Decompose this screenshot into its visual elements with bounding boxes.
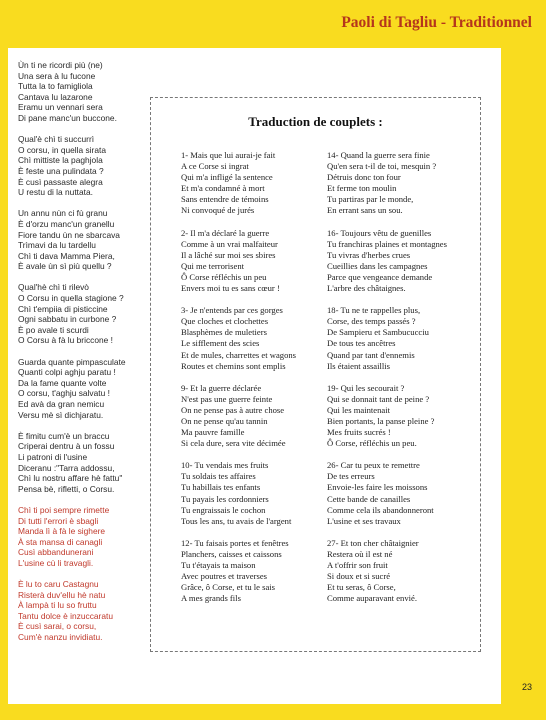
couplet-line: Qui les maintenait bbox=[327, 404, 391, 415]
poem-line: Chì t'empiia di pisticcine bbox=[18, 303, 108, 314]
poem-line: Trìmavi da lu tardellu bbox=[18, 240, 96, 251]
couplet-line: Et de mules, charrettes et wagons bbox=[181, 349, 297, 360]
couplet-line: 2- Il m'a déclaré la guerre bbox=[181, 227, 270, 238]
translation-couplet bbox=[181, 538, 296, 605]
poem-line: Di pane manc'un buccone. bbox=[18, 112, 117, 123]
couplet-line: 26- Car tu peux te remettre bbox=[327, 460, 420, 471]
poem-stanza bbox=[18, 357, 146, 421]
couplet-line: Ô Corse, réfléchis un peu. bbox=[327, 438, 417, 449]
couplet-line: 18- Tu ne te rappelles plus, bbox=[327, 305, 421, 316]
couplet-line: Tu franchiras plaines et montagnes bbox=[327, 238, 447, 249]
poem-line: È lu to caru Castagnu bbox=[18, 579, 99, 590]
couplet-line: Si doux et si sucré bbox=[327, 571, 391, 582]
couplet-line: Et m'a condamné à mort bbox=[181, 183, 265, 194]
couplet-line: Envers moi tu es sans cœur ! bbox=[181, 283, 280, 294]
poem-line: Cusì abbandunerani bbox=[18, 547, 94, 558]
translation-couplet bbox=[181, 460, 296, 527]
poem-line: Fiore tandu ùn ne sbarcava bbox=[18, 229, 120, 240]
couplet-line: Avec poutres et traverses bbox=[181, 571, 267, 582]
couplet-line: 3- Je n'entends par ces gorges bbox=[181, 305, 283, 316]
couplet-line: Tu t'étayais ta maison bbox=[181, 560, 256, 570]
couplet-line: Ma pauvre famille bbox=[181, 427, 245, 438]
poem-stanza bbox=[18, 431, 146, 495]
poem-line: Diceranu :"Tarra addossu, bbox=[18, 462, 115, 473]
couplet-line: Quand par tant d'ennemis bbox=[327, 349, 415, 360]
couplet-line: De Sampieru et Sambucucciu bbox=[327, 327, 429, 338]
couplet-line: Ni convoqué de jurés bbox=[181, 205, 255, 216]
couplet-line: On ne pense pas à autre chose bbox=[181, 404, 285, 415]
translation-couplet bbox=[327, 150, 447, 217]
poem-line: È feste una pulindata ? bbox=[18, 165, 104, 176]
translation-couplet bbox=[181, 228, 296, 295]
couplet-line: Si cela dure, sera vite décimée bbox=[181, 438, 286, 449]
poem-stanza bbox=[18, 134, 146, 198]
couplet-line: Cette bande de canailles bbox=[327, 493, 411, 504]
couplet-line: Comme cela ils abandonneront bbox=[327, 504, 434, 515]
couplet-line: Il a lâché sur moi ses sbires bbox=[181, 249, 276, 260]
couplet-line: 9- Et la guerre déclarée bbox=[181, 382, 262, 393]
poem-line: O corsu, in quella sirata bbox=[18, 144, 106, 155]
translation-couplet bbox=[181, 305, 296, 372]
couplet-line: De tous tes ancêtres bbox=[327, 338, 396, 349]
poem-line: O corsu, t'aghju salvatu ! bbox=[18, 388, 110, 399]
couplet-line: Routes et chemins sont emplis bbox=[181, 360, 286, 371]
couplet-line: Planchers, caisses et caissons bbox=[181, 548, 282, 559]
couplet-line: Restera où il est né bbox=[327, 548, 393, 559]
couplet-line: N'est pas une guerre feinte bbox=[181, 393, 273, 404]
poem-line: È cusì sarai, o corsu, bbox=[18, 621, 97, 632]
poem-line: Guarda quante pimpasculate bbox=[18, 356, 126, 367]
couplet-line: Ils étaient assaillis bbox=[327, 360, 391, 371]
couplet-line: Bien portants, la panse pleine ? bbox=[327, 415, 435, 426]
couplet-line: Parce que vengeance demande bbox=[327, 271, 433, 282]
translation-couplet bbox=[327, 228, 447, 295]
translation-title: Traduction de couplets : bbox=[248, 114, 383, 129]
couplet-line: 10- Tu vendais mes fruits bbox=[181, 460, 269, 471]
couplet-line: Détruis donc ton four bbox=[327, 172, 401, 183]
couplet-line: Grâce, ô Corse, et tu le sais bbox=[181, 582, 276, 593]
poem-line: Criperai dentru à un fossu bbox=[18, 441, 115, 452]
couplet-line: Que cloches et clochettes bbox=[181, 316, 269, 327]
translation-couplet bbox=[327, 460, 447, 527]
couplet-line: Tu vivras d'herbes crues bbox=[327, 249, 411, 260]
poem-line: L'usine cù li travagli. bbox=[18, 557, 94, 568]
poem-line: Cantava lu lazarone bbox=[18, 91, 93, 102]
poem-line: Qual'hè chì ti rilevò bbox=[18, 282, 89, 293]
poem-line: Pensa bè, rifletti, o Corsu. bbox=[18, 483, 115, 494]
couplet-line: De tes erreurs bbox=[327, 471, 375, 482]
poem-line: È d'orzu manc'un granellu bbox=[18, 218, 115, 229]
couplet-line: Comme à un vrai malfaiteur bbox=[181, 238, 278, 249]
poem-line: Ed avà da gran nemicu bbox=[18, 399, 105, 409]
poem-line: Ùn ti ne ricordi più (ne) bbox=[18, 60, 103, 70]
couplet-line: Tous les ans, tu avais de l'argent bbox=[181, 515, 292, 526]
poem-stanza bbox=[18, 579, 146, 643]
translation-couplet bbox=[327, 383, 447, 450]
poem-line: Quanti colpi aghju paratu ! bbox=[18, 367, 116, 378]
poem-line: À sta mansa di canagli bbox=[18, 536, 103, 547]
poem-line: Chì ti poi sempre rimette bbox=[18, 504, 110, 515]
poem-line: Ogni sabbatu in curbone ? bbox=[18, 314, 117, 325]
couplet-line: On ne pense qu'au tannin bbox=[181, 415, 268, 426]
poem-stanza bbox=[18, 505, 146, 569]
poem-line: Risterà duv'ellu hè natu bbox=[18, 589, 106, 600]
couplet-line: Tu engraissais le cochon bbox=[181, 504, 266, 515]
couplet-line: Ô Corse réfléchis un peu bbox=[181, 271, 267, 282]
couplet-line: 19- Qui les secourait ? bbox=[327, 382, 405, 393]
poem-line: Chì lu nostru affare hè fattu" bbox=[18, 473, 123, 484]
poem-line: Chì ti dava Mamma Piera, bbox=[18, 250, 115, 261]
couplet-line: L'arbre des châtaignes. bbox=[327, 283, 406, 294]
translation-couplet bbox=[181, 383, 296, 450]
couplet-line: Tu payais les cordonniers bbox=[181, 493, 269, 504]
couplet-line: A ce Corse si ingrat bbox=[181, 161, 249, 172]
poem-line: Tantu dolce è inzuccaratu bbox=[18, 610, 113, 621]
translation-left-column bbox=[181, 150, 296, 615]
poem-line: È po avale ti scurdi bbox=[18, 324, 89, 335]
poem-line: Tutta la to famigliola bbox=[18, 81, 93, 92]
couplet-line: Corse, des temps passés ? bbox=[327, 316, 416, 327]
poem-line: È cusì passaste alegra bbox=[18, 176, 103, 187]
couplet-line: Tu partiras par le monde, bbox=[327, 194, 414, 205]
poem-line: O Corsu in quella stagione ? bbox=[18, 293, 124, 304]
translation-couplet bbox=[327, 305, 447, 372]
poem-line: À lampà ti lu so fruttu bbox=[18, 600, 97, 611]
couplet-line: Qui me terrorisent bbox=[181, 260, 245, 271]
translation-box bbox=[150, 97, 481, 652]
couplet-line: A mes grands fils bbox=[181, 593, 241, 604]
translation-couplet bbox=[181, 150, 296, 217]
poem-line: Da la fame quante volte bbox=[18, 377, 107, 388]
translation-couplet bbox=[327, 538, 447, 605]
poem-stanza bbox=[18, 282, 146, 346]
poem-line: Una sera à lu fucone bbox=[18, 70, 96, 81]
poem-line: È avale ùn sì più quellu ? bbox=[18, 261, 112, 272]
couplet-line: L'usine et ses travaux bbox=[327, 515, 401, 526]
couplet-line: 16- Toujours vêtu de guenilles bbox=[327, 227, 432, 238]
poem-line: Li patroni di l'usine bbox=[18, 451, 88, 462]
poem-line: Un annu nùn ci fù granu bbox=[18, 208, 108, 219]
page-sheet bbox=[8, 48, 501, 704]
couplet-line: Comme auparavant envié. bbox=[327, 593, 417, 604]
poem-line: Qual'è chì ti succurrì bbox=[18, 134, 95, 145]
couplet-line: Blasphèmes de muletiers bbox=[181, 327, 267, 338]
poem-line: O Corsu à fà lu briccone ! bbox=[18, 335, 113, 346]
poem-line: Manda lì à fà le sighere bbox=[18, 526, 106, 537]
couplet-line: Et ferme ton moulin bbox=[327, 183, 397, 194]
translation-right-column bbox=[327, 150, 447, 615]
corsican-poem bbox=[18, 60, 146, 653]
couplet-line: Cueillies dans les campagnes bbox=[327, 260, 428, 271]
couplet-line: Tu habillais tes enfants bbox=[181, 482, 261, 493]
couplet-line: Tu soldais tes affaires bbox=[181, 471, 256, 482]
couplet-line: 1- Mais que lui aurai-je fait bbox=[181, 150, 276, 160]
poem-line: Eramu un vennari sera bbox=[18, 102, 103, 113]
couplet-line: Sans entendre de témoins bbox=[181, 194, 269, 205]
couplet-line: Et tu seras, ô Corse, bbox=[327, 582, 396, 593]
page-header-title: Paoli di Tagliu - Traditionnel bbox=[341, 14, 532, 31]
poem-line: È fimitu cum'è un braccu bbox=[18, 430, 110, 441]
couplet-line: Envoie-les faire les moissons bbox=[327, 482, 428, 493]
couplet-line: 12- Tu faisais portes et fenêtres bbox=[181, 537, 289, 548]
couplet-line: Qu'en sera t-il de toi, mesquin ? bbox=[327, 161, 437, 172]
couplet-line: En errant sans un sou. bbox=[327, 205, 403, 216]
page-number: 23 bbox=[521, 682, 532, 692]
couplet-line: A t'offrir son fruit bbox=[327, 560, 388, 570]
couplet-line: 14- Quand la guerre sera finie bbox=[327, 150, 430, 160]
poem-line: U restu di la nuttata. bbox=[18, 187, 93, 198]
couplet-line: Qui m'a infligé la sentence bbox=[181, 172, 273, 183]
poem-line: Versu mè sì dichjaratu. bbox=[18, 409, 104, 420]
couplet-line: Qui se donnait tant de peine ? bbox=[327, 393, 430, 404]
poem-line: Cum'è nanzu invidiatu. bbox=[18, 632, 103, 643]
poem-line: Di tutti l'errori è sbagli bbox=[18, 515, 99, 526]
poem-stanza bbox=[18, 208, 146, 272]
couplet-line: Le sifflement des scies bbox=[181, 338, 260, 349]
couplet-line: Mes fruits sucrés ! bbox=[327, 427, 391, 438]
couplet-line: 27- Et ton cher châtaignier bbox=[327, 537, 419, 548]
poem-line: Chì mittiste la paghjola bbox=[18, 155, 103, 166]
poem-stanza bbox=[18, 60, 146, 124]
